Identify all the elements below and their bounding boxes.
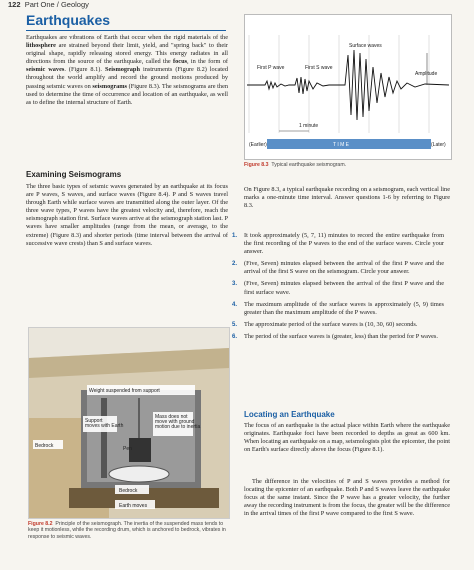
seismograph-figure [28,327,230,519]
page-number: 122 [8,0,21,9]
question-number: 2. [232,261,238,268]
question-item [232,260,444,276]
question-item [232,232,444,256]
label-support-moves: Support moves with Earth [85,418,124,429]
label-earlier: (Earlier) [249,142,267,148]
part-label: Part One / Geology [24,0,89,9]
question-number: 1. [232,233,238,239]
question-text: (Five, Seven) minutes elapsed between the arrival of the first P wave and the first surface wave. [244,280,444,296]
question-item [232,301,444,317]
label-one-minute: 1 minute [299,123,319,129]
question-number: 4. [232,301,238,308]
intro-paragraph: Earthquakes are vibrations of Earth that occur when the rigid materials of the lithosphere are strained beyond their limit, yield, and "spring back" to their original shape, rapidly releasing stored energy. This energy radiates in all directions from the source of the earthquake, called the focus, in the form of seismic waves. (Figure 8.1). Seismograph instruments (Figure 8.2) located throughout the world amplify and record the ground motions produced by passing seismic waves on seismograms (Figure 8.3). The seismograms are then used to determine the time of occurrence and location of an earthquake, as well as to define the internal structure of Earth. [26,34,229,106]
question-text: The period of the surface waves is (greater, less) than the period for P waves. [244,332,438,340]
label-time: T I M E [333,142,350,148]
label-later: (Later) [431,142,446,148]
question-text: It took approximately (5, 7, 11) minutes to record the entire earthquake from the first recording of the P waves to the end of the surface waves. Circle your answer. [244,232,444,256]
locating-paragraph-1: The focus of an earthquake is the actual place within Earth where the earthquake originates. Earthquake foci have been recorded to depths as great as 600 km. When locating an earthquake on a map, seismologists plot the epicenter, the point on Earth's surface directly above the focus (Figure 8.1). [244,422,450,454]
question-list [232,232,444,345]
question-number: 6. [232,333,238,340]
seismogram-figure [244,14,452,160]
question-number: 5. [232,321,238,328]
label-amplitude: Amplitude [415,71,438,77]
running-header [8,0,89,9]
section-title: Earthquakes [26,12,111,28]
label-pen: Pen [123,446,132,452]
title-rule [26,30,226,31]
label-earth-moves: Earth moves [119,503,148,509]
seismograms-paragraph: The three basic types of seismic waves generated by an earthquake at its focus are P waves, S waves, and surface waves (Figure 8.4). P and S waves travel through Earth while surface waves are transmitted along the outer layer. Of the three wave types, P waves have the greatest velocity and, therefore, reach the seismograph station first. Surface waves arrive at the seismograph station last. P waves have smaller amplitudes (range from the mean, or average, to the extreme) (Figure 8.3) and shorter periods (time interval between the arrival of successive wave crests) than S and surface waves. [26,183,228,247]
seismograph-graphic [29,328,229,518]
question-text: The maximum amplitude of the surface waves is approximately (5, 9) times greater than the maximum amplitude of the P waves. [244,300,444,316]
label-first-p-wave: First P wave [257,65,285,71]
question-text: (Five, Seven) minutes elapsed between the arrival of the first P wave and the arrival of the first S wave on the seismogram. Circle your answer. [244,260,444,276]
locating-paragraph-2: The difference in the velocities of P and S waves provides a method for locating the epicenter of an earthquake. Both P and S waves leave the earthquake focus at the same instant. Since the P wave has a greater velocity, the further away the recording instrument is from the focus, the greater will be the difference in the arrival times of the first P wave compared to the first S wave. [244,478,450,518]
figure-8-3-caption: Figure 8.3 Typical earthquake seismogram. [244,162,347,168]
label-mass: Mass does not move with ground motion due to inertia [155,414,201,430]
question-item [232,280,444,296]
question-text: The approximate period of the surface waves is (10, 30, 60) seconds. [244,320,418,328]
right-intro-paragraph: On Figure 8.3, a typical earthquake recording on a seismogram, each vertical line marks a one-minute time interval. Answer questions 1-6 by referring to Figure 8.3. [244,186,450,210]
question-item [232,333,444,341]
label-bedrock-left: Bedrock [35,443,54,449]
subheading-locating: Locating an Earthquake [244,410,335,419]
label-bedrock-bottom: Bedrock [119,488,138,494]
label-first-s-wave: First S wave [305,65,333,71]
question-item [232,321,444,329]
label-weight-suspended: Weight suspended from support [89,388,160,394]
question-number: 3. [232,281,238,288]
subheading-examining-seismograms: Examining Seismograms [26,170,122,179]
seismogram-graphic [245,15,451,159]
figure-8-2-caption: Figure 8.2 Principle of the seismograph. The inertia of the suspended mass tends to keep it motionless, while the recording drum, which is anchored to bedrock, vibrates in response to seismic waves. [28,521,226,540]
label-surface-waves: Surface waves [349,43,382,49]
